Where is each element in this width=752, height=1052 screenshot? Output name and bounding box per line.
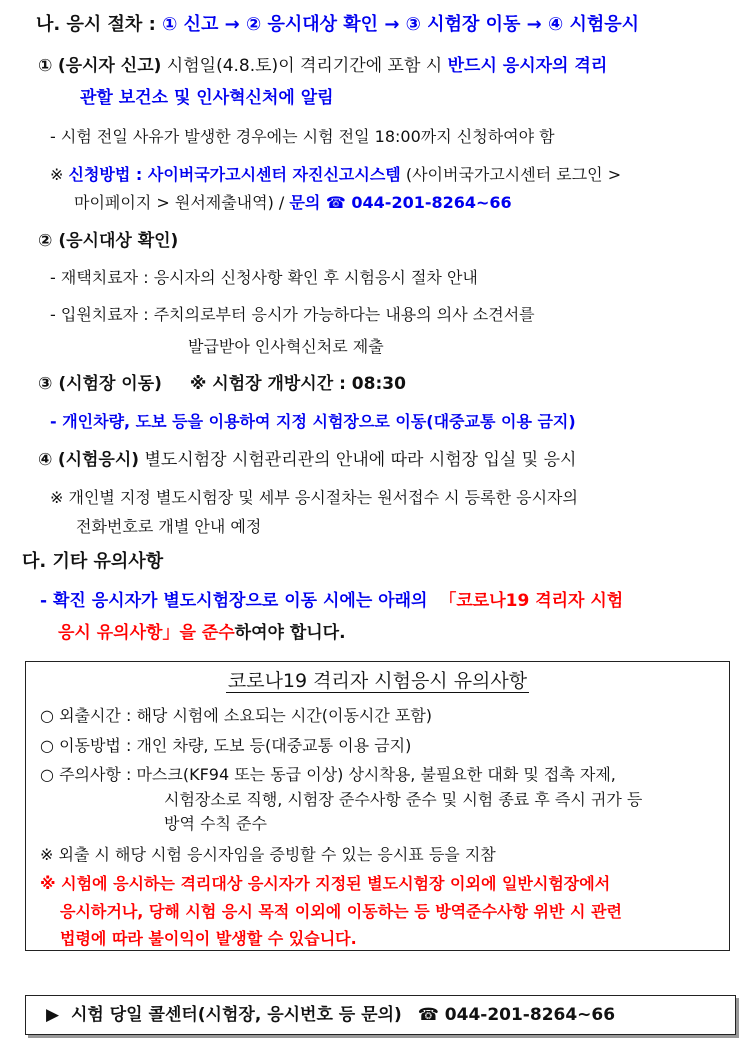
step2-item-hospital-a: - 입원치료자 : 주치의로부터 응시가 가능하다는 내용의 의사 소견서를 [50,305,535,324]
step1-note-paren-a: (사이버국가고시센터 로그인 > [405,165,622,184]
box-item-label: 외출시간 : [59,706,132,725]
step4-text: 별도시험장 시험관리관의 안내에 따라 시험장 입실 및 응시 [144,450,577,470]
step2-heading: (응시대상 확인) [58,231,179,251]
step1-number: ① [38,56,53,76]
step2-number: ② [38,231,53,251]
procedure-flow: ① 신고 → ② 응시대상 확인 → ③ 시험장 이동 → ④ 시험응시 [162,14,640,35]
box-warning-c: 법령에 따라 불이익이 발생할 수 있습니다. [60,929,357,948]
step4-note-b: 전화번호로 개별 안내 예정 [76,517,262,536]
step2-item-home: - 재택치료자 : 응시자의 신청사항 확인 후 시험응시 절차 안내 [50,268,478,287]
covid-notice-title-text: 코로나19 격리자 시험응시 유의사항 [227,670,528,692]
box-item-label: 이동방법 : [59,736,132,755]
other-line2-rest: 하여야 합니다. [234,623,346,643]
other-heading: 다. 기타 유의사항 [22,551,164,572]
step1-line1 [38,54,607,78]
step4-note-a: ※ 개인별 지정 별도시험장 및 세부 응시절차는 원서접수 시 등록한 응시자의 [50,488,578,507]
step1-note-line2 [74,191,512,215]
step1-contact: 문의 ☎ 044-201-8264~66 [289,193,512,212]
box-warning-a: ※ 시험에 응시하는 격리대상 응시자가 지정된 별도시험장 이외에 일반시험장에서 [40,874,611,893]
other-line2-red: 응시 유의사항」을 준수 [58,623,235,643]
callcenter-content [46,1003,615,1027]
callcenter-phone: ☎ 044-201-8264~66 [417,1005,616,1025]
step1-note-label: 신청방법 : 사이버국가고시센터 자진신고시스템 [68,165,401,184]
box-item-caution-c: 방역 수칙 준수 [164,814,267,833]
box-item-text: 개인 차량, 도보 등(대중교통 이용 금지) [136,736,412,755]
circle-bullet-icon: ○ [40,765,54,784]
note-mark: ※ [50,165,64,184]
other-line1-red: 「코로나19 격리자 시험 [439,591,624,611]
other-line2 [58,621,346,645]
box-item-outing [40,704,432,728]
step3-move-rule: - 개인차량, 도보 등을 이용하여 지정 시험장으로 이동(대중교통 이용 금지) [50,412,576,431]
box-note: ※ 외출 시 해당 시험 응시자임을 증빙할 수 있는 응시표 등을 지참 [40,845,496,864]
other-line1-blue: - 확진 응시자가 별도시험장으로 이동 시에는 아래의 [40,591,428,611]
step1-emphasis-b: 관할 보건소 및 인사혁신처에 알림 [80,88,334,108]
step4-heading: (시험응시) [57,450,140,470]
box-item-transport [40,734,411,758]
step1-text: 시험일(4.8.토)이 격리기간에 포함 시 [166,56,443,76]
box-item-label: 주의사항 : [59,765,132,784]
step3-heading-line [38,372,406,396]
step4-line [38,448,576,472]
procedure-heading [36,13,639,37]
callcenter-label: 시험 당일 콜센터(시험장, 응시번호 등 문의) [71,1005,402,1025]
step1-heading: (응시자 신고) [57,56,162,76]
step1-emphasis-a: 반드시 응시자의 격리 [447,56,608,76]
box-warning-b: 응시하거나, 당해 시험 응시 목적 이외에 이동하는 등 방역준수사항 위반 시 관련 [60,902,622,921]
step2-item-hospital-b: 발급받아 인사혁신처로 제출 [188,337,384,356]
box-item-caution [40,763,616,787]
step3-heading: (시험장 이동) [58,374,162,394]
box-item-text: 해당 시험에 소요되는 시간(이동시간 포함) [136,706,433,725]
circle-bullet-icon: ○ [40,706,54,725]
box-item-text: 마스크(KF94 또는 동급 이상) 상시착용, 불필요한 대화 및 접촉 자제, [136,765,616,784]
step1-note-line1 [50,163,621,187]
covid-notice-box [25,661,730,951]
circle-bullet-icon: ○ [40,736,54,755]
callcenter-banner [25,995,736,1035]
step1-deadline: - 시험 전일 사유가 발생한 경우에는 시험 전일 18:00까지 신청하여야 함 [50,127,555,146]
step2-heading-line [38,229,178,253]
procedure-title: 나. 응시 절차 : [36,14,156,35]
step3-open-time: ※ 시험장 개방시간 : 08:30 [189,374,406,394]
box-item-caution-b: 시험장소로 직행, 시험장 준수사항 준수 및 시험 종료 후 즉시 귀가 등 [164,790,643,809]
step3-number: ③ [38,374,53,394]
covid-notice-title [26,668,729,694]
step1-note-paren-b: 마이페이지 > 원서제출내역) / [74,193,285,212]
step4-number: ④ [38,450,53,470]
play-arrow-icon: ▶ [46,1005,60,1025]
other-line1 [40,589,623,613]
